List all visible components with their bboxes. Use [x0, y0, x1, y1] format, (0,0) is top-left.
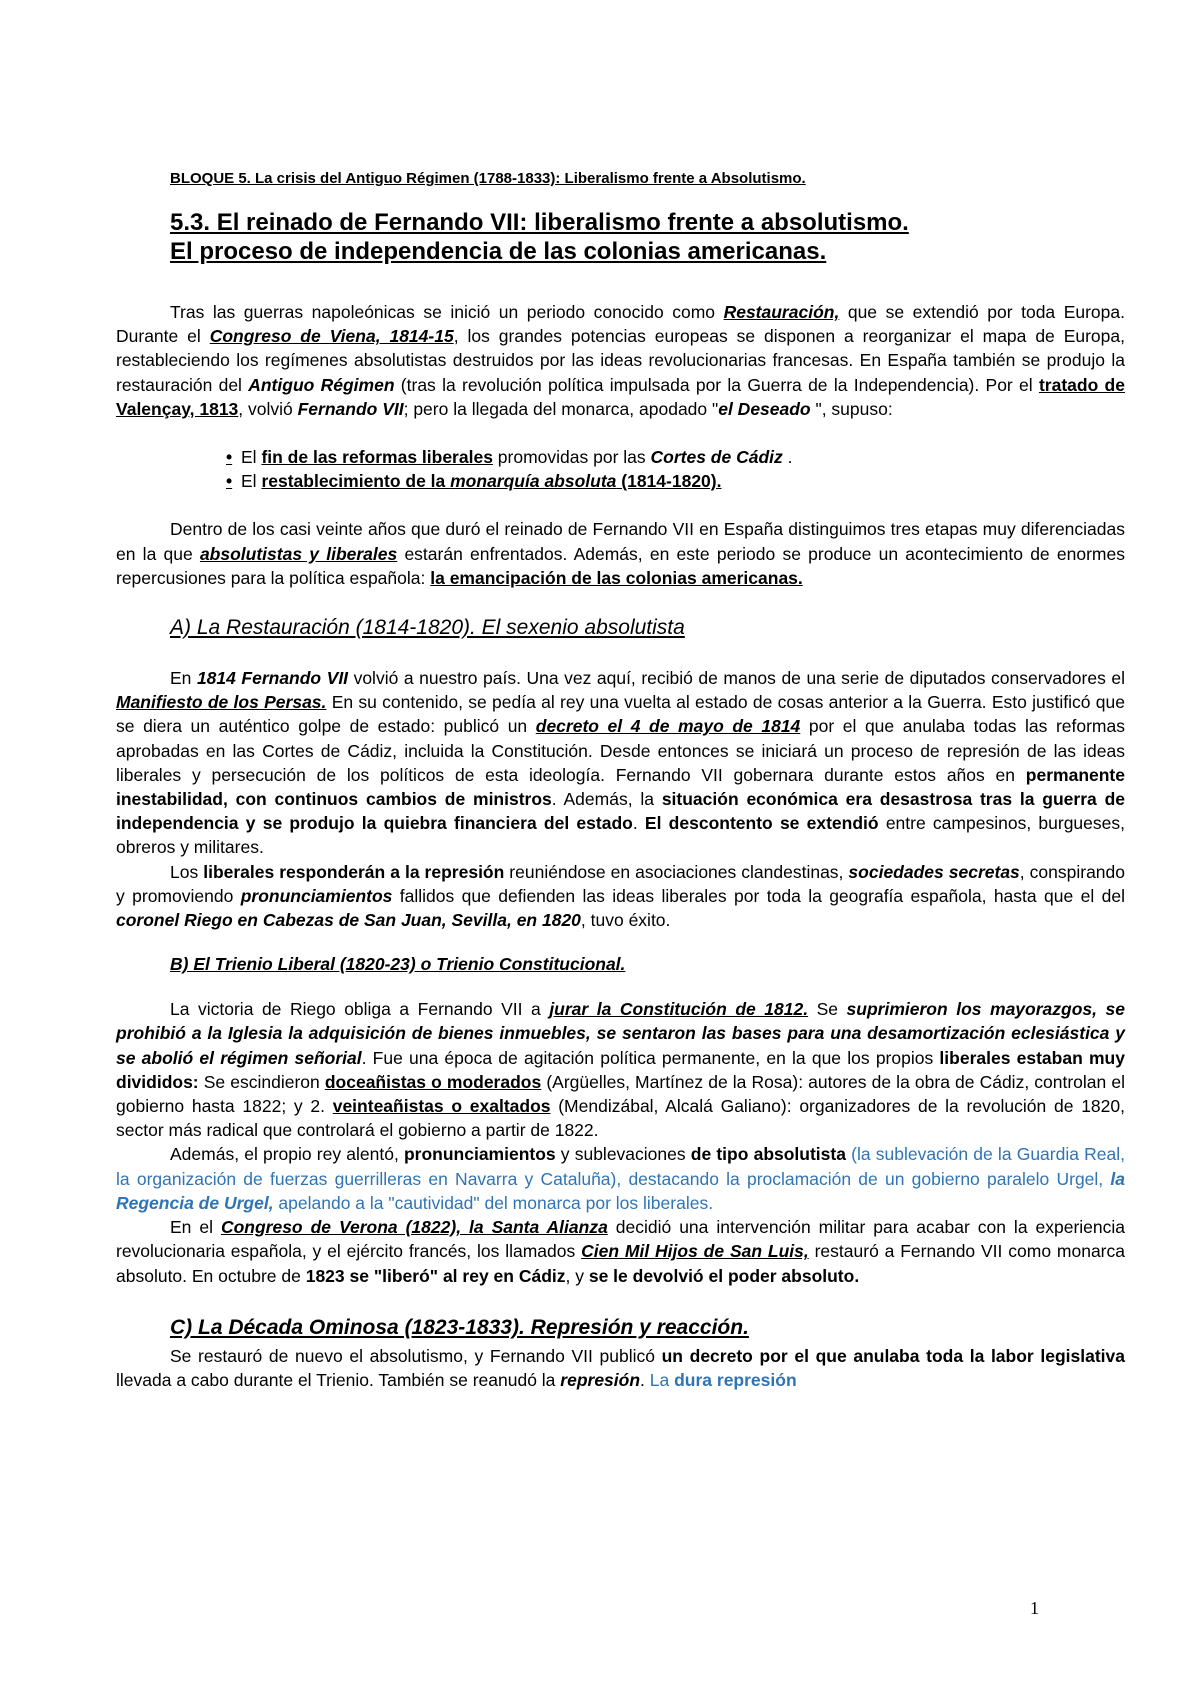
section-c-heading: C) La Década Ominosa (1823-1833). Represión y reacción. — [170, 1315, 749, 1339]
text: que se extendió por toda Europa. Durante el — [116, 302, 1125, 347]
decada-paragraph — [116, 1344, 1125, 1392]
keyword: decreto el 4 de mayo de 1814 — [535, 716, 801, 737]
title-line-1: 5.3. El reinado de Fernando VII: liberalismo frente a absolutismo. — [170, 209, 909, 236]
text: promovidas por las — [492, 447, 651, 468]
verona-paragraph — [116, 1215, 1125, 1288]
text: fallidos que defienden las ideas liberales por toda la geografía española, hasta que el del — [392, 885, 1125, 906]
text: llevada a cabo durante el Trienio. También se reanudó la — [116, 1369, 561, 1390]
page-title — [170, 208, 1125, 266]
text: . Fue una época de agitación política permanente, en la que los propios — [361, 1047, 940, 1068]
text: (Argüelles, Martínez de la Rosa): autores de la obra de Cádiz, controlan el gobierno hasta 1822; y 2. — [116, 1071, 1125, 1117]
text: , conspirando y promoviendo — [116, 861, 1126, 906]
text: , tuvo éxito. — [580, 910, 671, 931]
text: . — [632, 813, 645, 834]
keyword: fin de las reformas liberales — [261, 447, 493, 468]
text: estarán enfrentados. Además, en este periodo se produce un acontecimiento de enormes repercusiones para la política española: — [116, 543, 1125, 588]
keyword: Congreso de Viena, 1814-15 — [209, 326, 454, 347]
text: El — [236, 447, 262, 468]
text: , los grandes potencias europeas se disponen a reorganizar el mapa de Europa, restableciendo los regímenes absolutistas destruidos por las ideas revolucionarias francesas. En España también se produjo la restauración del — [116, 326, 1125, 395]
text: (Mendizábal, Alcalá Galiano): organizadores de la revolución de 1820, sector más radical que controlará el gobierno a partir de 1822. — [116, 1096, 1125, 1141]
keyword: pronunciamientos — [240, 885, 393, 906]
text: En el — [170, 1217, 221, 1238]
section-a-heading: A) La Restauración (1814-1820). El sexenio absolutista — [170, 616, 685, 640]
keyword: suprimieron los mayorazgos, se prohibió a la Iglesia la adquisición de bienes inmuebles, se sentaron las bases para una desamortización eclesiástica y se abolió el régimen señorial — [116, 999, 1125, 1068]
restauracion-paragraph — [116, 666, 1125, 860]
text: La victoria de Riego obliga a Fernando VII a — [170, 999, 550, 1020]
keyword: la emancipación de las colonias americanas. — [430, 567, 803, 588]
text: reuniéndose en asociaciones clandestinas, — [504, 861, 849, 882]
keyword: situación económica era desastrosa tras la guerra de independencia y se produjo la quiebra financiera del estado — [116, 789, 1125, 834]
text: decidió una intervención militar para acabar con la experiencia revolucionaria española, y el ejército francés, los llamados — [116, 1217, 1126, 1262]
text: restauró a Fernando VII como monarca absoluto. En octubre de — [116, 1241, 1125, 1286]
absolutistas-paragraph — [116, 1142, 1125, 1215]
keyword: Antiguo Régimen — [248, 374, 395, 395]
list-item — [226, 469, 1125, 493]
text: Se escindieron — [198, 1071, 325, 1092]
highlighted-text: apelando a la "cautividad" del monarca por los liberales. — [273, 1192, 714, 1213]
section-b-heading: B) El Trienio Liberal (1820-23) o Trienio Constitucional. — [170, 954, 626, 975]
text: Se restauró de nuevo el absolutismo, y Fernando VII publicó — [170, 1345, 662, 1366]
page-number: 1 — [1030, 1598, 1039, 1618]
text: entre campesinos, burgueses, obreros y militares. — [116, 813, 1125, 858]
keyword: 1823 se "liberó" al rey en Cádiz — [305, 1265, 566, 1286]
text: , y — [565, 1265, 589, 1286]
keyword: liberales estaban muy divididos: — [116, 1047, 1125, 1092]
text: . Además, la — [551, 789, 662, 810]
intro-paragraph — [116, 300, 1125, 421]
keyword: doceañistas o moderados — [324, 1071, 542, 1092]
text: por el que anulaba todas las reformas aprobadas en las Cortes de Cádiz, incluida la Constitución. Desde entonces se iniciará un proceso de represión de las ideas liberales y persecución de los políticos de esta ideología. Fernando VII gobernara durante estos años en — [116, 716, 1125, 785]
keyword: Restauración, — [723, 302, 840, 322]
bullet-list — [226, 445, 1125, 493]
keyword: 1814 Fernando VII — [196, 668, 349, 689]
keyword: la Regencia de Urgel, — [116, 1168, 1125, 1213]
text: Se — [808, 999, 847, 1020]
keyword: pronunciamientos — [403, 1144, 556, 1165]
text: Los — [170, 861, 204, 882]
text: Tras las guerras napoleónicas se inició un periodo conocido como — [170, 302, 724, 322]
text: En — [170, 668, 197, 689]
text: . — [782, 447, 793, 468]
keyword: jurar la Constitución de 1812. — [549, 999, 809, 1020]
document-page — [116, 170, 1125, 1392]
title-line-2: El proceso de independencia de las colonias americanas. — [170, 238, 827, 265]
liberales-paragraph — [116, 860, 1125, 933]
keyword: un decreto por el que anulaba toda la labor legislativa — [661, 1345, 1126, 1366]
bullet-dot: • — [226, 447, 233, 468]
keyword: (1814-1820). — [616, 471, 722, 492]
overview-paragraph — [116, 517, 1125, 590]
keyword: restablecimiento de la — [261, 471, 451, 492]
keyword: liberales responderán a la represión — [203, 861, 505, 882]
text: y sublevaciones — [555, 1144, 691, 1165]
text: . — [640, 1369, 650, 1390]
text: El — [236, 471, 262, 492]
trienio-paragraph — [116, 997, 1125, 1142]
keyword: sociedades secretas — [848, 861, 1020, 882]
keyword: se le devolvió el poder absoluto. — [588, 1265, 860, 1286]
bullet-dot: • — [226, 471, 233, 492]
keyword: veinteañistas o exaltados — [332, 1096, 551, 1117]
text: En su contenido, se pedía al rey una vuelta al estado de cosas anterior a la Guerra. Esto justificó que se diera un auténtico golpe de estado: publicó un — [116, 692, 1125, 737]
text: volvió a nuestro país. Una vez aquí, recibió de manos de una serie de diputados conservadores el — [348, 668, 1125, 689]
keyword: de tipo absolutista — [690, 1144, 846, 1165]
keyword: el Deseado — [718, 398, 811, 419]
text: , volvió — [238, 398, 298, 419]
text: Además, el propio rey alentó, — [170, 1144, 404, 1165]
text: ", supuso: — [810, 398, 893, 419]
highlighted-text: La — [649, 1369, 675, 1390]
keyword: absolutistas y liberales — [199, 543, 398, 564]
keyword: Manifiesto de los Persas. — [116, 692, 327, 713]
keyword: tratado de Valençay, 1813 — [116, 374, 1125, 419]
list-item — [226, 445, 1125, 469]
keyword: represión — [560, 1369, 641, 1390]
keyword: coronel Riego en Cabezas de San Juan, Sevilla, en 1820 — [116, 910, 581, 931]
keyword: Cien Mil Hijos de San Luis, — [581, 1241, 809, 1262]
keyword: Congreso de Verona (1822), la Santa Alianza — [220, 1217, 608, 1238]
keyword: El descontento se extendió — [644, 813, 879, 834]
block-header: BLOQUE 5. La crisis del Antiguo Régimen (1788-1833): Liberalismo frente a Absolutismo. — [170, 170, 806, 187]
keyword: monarquía absoluta — [450, 471, 617, 492]
keyword: Fernando VII — [297, 398, 404, 419]
keyword: dura represión — [674, 1369, 797, 1390]
text: ; pero la llegada del monarca, apodado " — [403, 398, 719, 419]
highlighted-text: (la sublevación de la Guardia Real, la organización de fuerzas guerrilleras en Navarra y Cataluña), destacando la proclamación de un gobierno paralelo Urgel, — [116, 1144, 1125, 1189]
keyword: permanente inestabilidad, con continuos cambios de ministros — [116, 764, 1125, 810]
text: Dentro de los casi veinte años que duró el reinado de Fernando VII en España distinguimos tres etapas muy diferenciadas en la que — [116, 519, 1125, 564]
text: (tras la revolución política impulsada por la Guerra de la Independencia). Por el — [394, 374, 1039, 395]
keyword: Cortes de Cádiz — [650, 447, 783, 468]
